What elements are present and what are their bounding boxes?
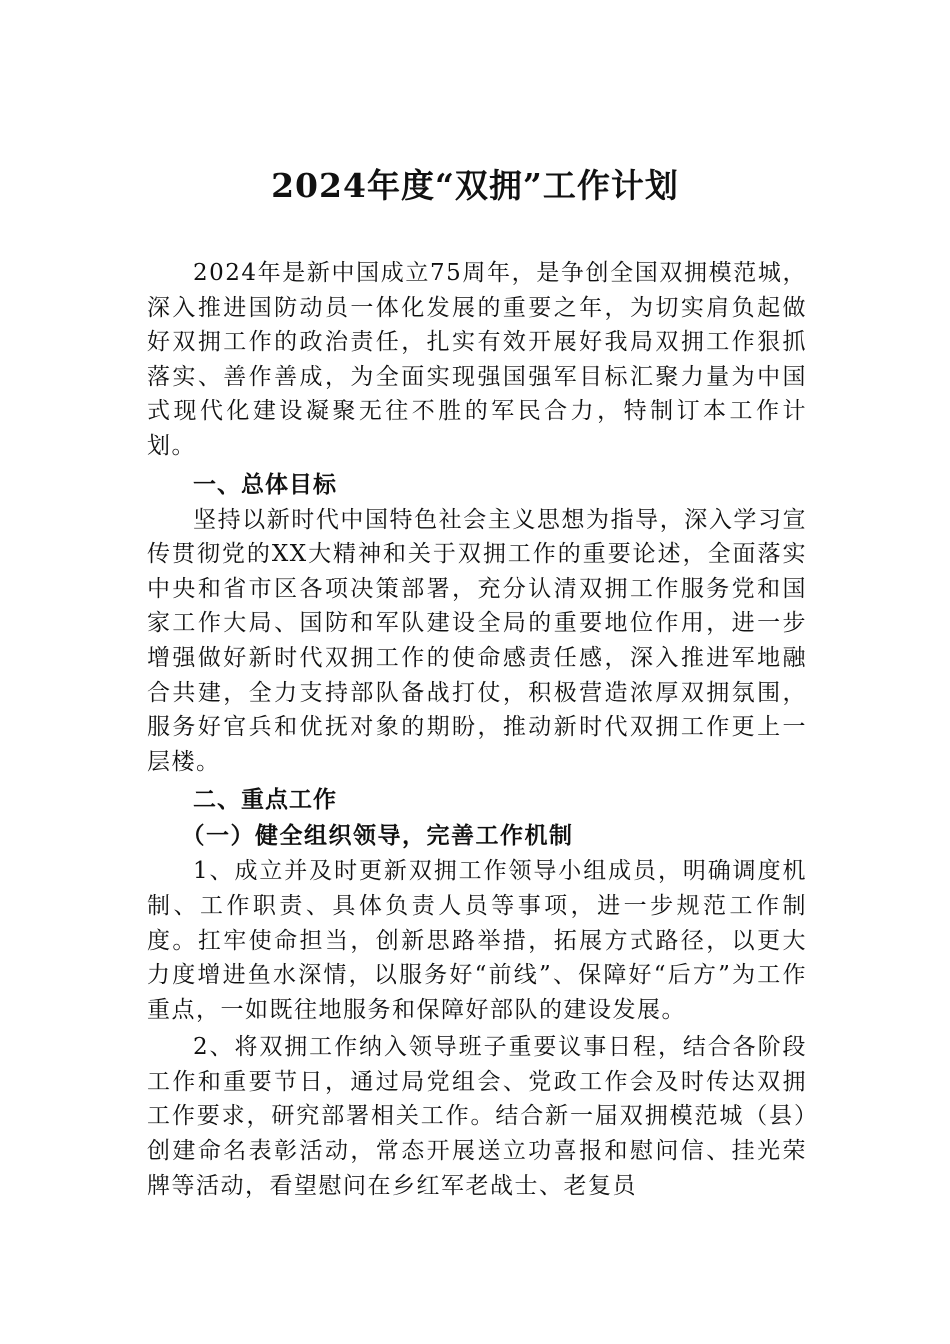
subsection-heading-organization: （一）健全组织领导，完善工作机制: [181, 822, 574, 850]
intro-paragraph: 2024年是新中国成立75周年，是争创全国双拥模范城，深入推进国防动员一体化发展的重要之年，为切实肩负起做好双拥工作的政治责任，扎实有效开展好我局双拥工作狠抓落实、善作善成，为全面实现强国强军目标汇聚力量为中国式现代化建设凝聚无往不胜的军民合力，特制订本工作计划。: [147, 260, 807, 459]
section-heading-overall-goal: 一、总体目标: [193, 471, 337, 498]
overall-goal-paragraph: 坚持以新时代中国特色社会主义思想为指导，深入学习宣传贯彻党的XX大精神和关于双拥工作的重要论述，全面落实中央和省市区各项决策部署，充分认清双拥工作服务党和国家工作大局、国防和军队建设全局的重要地位作用，进一步增强做好新时代双拥工作的使命感责任感，深入推进军地融合共建，全力支持部队备战打仗，积极营造浓厚双拥氛围，服务好官兵和优抚对象的期盼，推动新时代双拥工作更上一层楼。: [147, 506, 807, 775]
section-heading-key-work: 二、重点工作: [193, 787, 337, 814]
document-title: 2024年度“双拥”工作计划: [271, 166, 679, 205]
key-work-item-2: 2、将双拥工作纳入领导班子重要议事日程，结合各阶段工作和重要节日，通过局党组会、党政工作会及时传达双拥工作要求，研究部署相关工作。结合新一届双拥模范城（县）创建命名表彰活动，常态开展送立功喜报和慰问信、挂光荣牌等活动，看望慰问在乡红军老战士、老复员: [147, 1034, 807, 1199]
key-work-item-1: 1、成立并及时更新双拥工作领导小组成员，明确调度机制、工作职责、具体负责人员等事项，进一步规范工作制度。扛牢使命担当，创新思路举措，拓展方式路径，以更大力度增进鱼水深情，以服务好“前线”、保障好“后方”为工作重点，一如既往地服务和保障好部队的建设发展。: [147, 858, 807, 1023]
document-body: [147, 256, 807, 1203]
